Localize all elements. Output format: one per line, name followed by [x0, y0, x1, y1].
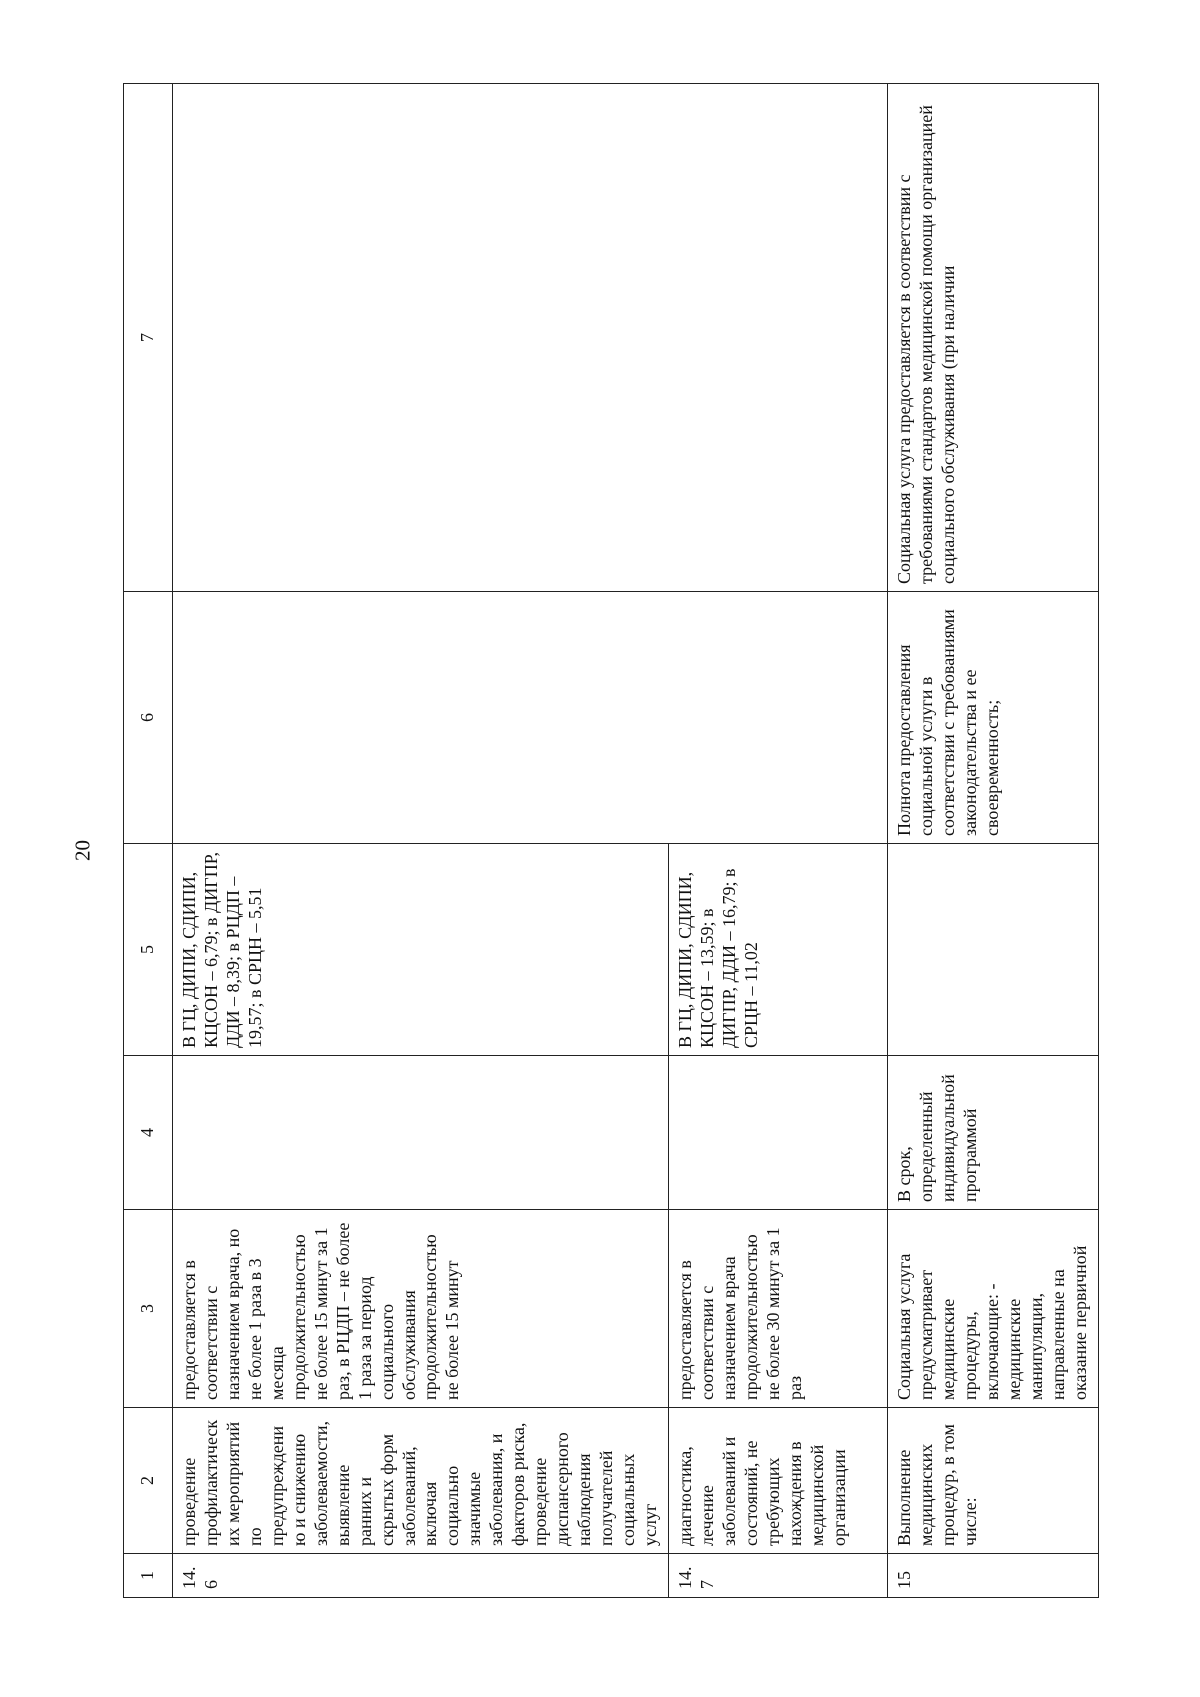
row-number: 14.6 [173, 1554, 669, 1598]
service-conditions: Социальная услуга предоставляется в соответствии с требованиями стандартов медицинской помощи организацией социального обслуживания (при наличии [887, 84, 1098, 592]
row-number: 15 [887, 1554, 1098, 1598]
service-conditions [668, 84, 887, 592]
table-row [668, 84, 887, 1598]
rotated-page [123, 84, 1090, 1598]
service-term [173, 1056, 669, 1210]
quality-indicators [173, 592, 669, 844]
header-cell: 2 [124, 1408, 173, 1554]
service-term: В срок, определенный индивидуальной программой [887, 1056, 1098, 1210]
header-row [124, 84, 173, 1598]
service-tariff [887, 844, 1098, 1056]
service-name: проведение профилактических мероприятий по предупреждению и снижению заболеваемости, выявление ранних и скрытых форм заболеваний, включая социально значимые заболевания, и факторов риска, проведение диспансерного наблюдения получателей социальных услуг [173, 1408, 669, 1554]
header-cell: 4 [124, 1056, 173, 1210]
quality-indicators: Полнота предоставления социальной услуги в соответствии с требованиями законодательства и ее своевременность; [887, 592, 1098, 844]
service-description: предоставляется в соответствии с назначением врача, но не более 1 раза в 3 месяца продолжительностью не более 15 минут за 1 раз, в РЦДП – не более 1 раза за период социального обслуживания продолжительностью не более 15 минут [173, 1210, 669, 1408]
page-number: 20 [70, 840, 95, 861]
service-tariff: В ГЦ, ДИПИ, СДИПИ, КЦСОН – 13,59; в ДИГПР, ДДИ – 16,79; в СРЦН – 11,02 [668, 844, 887, 1056]
service-conditions [173, 84, 669, 592]
header-cell: 5 [124, 844, 173, 1056]
service-name: Выполнение медицинских процедур, в том числе: [887, 1408, 1098, 1554]
table-row [887, 84, 1098, 1598]
quality-indicators [668, 592, 887, 844]
service-tariff: В ГЦ, ДИПИ, СДИПИ, КЦСОН – 6,79; в ДИГПР, ДДИ – 8,39; в РЦДП – 19,57; в СРЦН – 5,51 [173, 844, 669, 1056]
service-name: диагностика, лечение заболеваний и состояний, не требующих нахождения в медицинской организации [668, 1408, 887, 1554]
header-cell: 1 [124, 1554, 173, 1598]
service-description: предоставляется в соответствии с назначением врача продолжительностью не более 30 минут за 1 раз [668, 1210, 887, 1408]
row-number: 14.7 [668, 1554, 887, 1598]
service-description: Социальная услуга предусматривает медицинские процедуры, включающие: - медицинские манипуляции, направленные на оказание первичной [887, 1210, 1098, 1408]
header-cell: 3 [124, 1210, 173, 1408]
table-row [173, 84, 669, 1598]
services-table [123, 83, 1099, 1598]
service-term [668, 1056, 887, 1210]
header-cell: 7 [124, 84, 173, 592]
header-cell: 6 [124, 592, 173, 844]
